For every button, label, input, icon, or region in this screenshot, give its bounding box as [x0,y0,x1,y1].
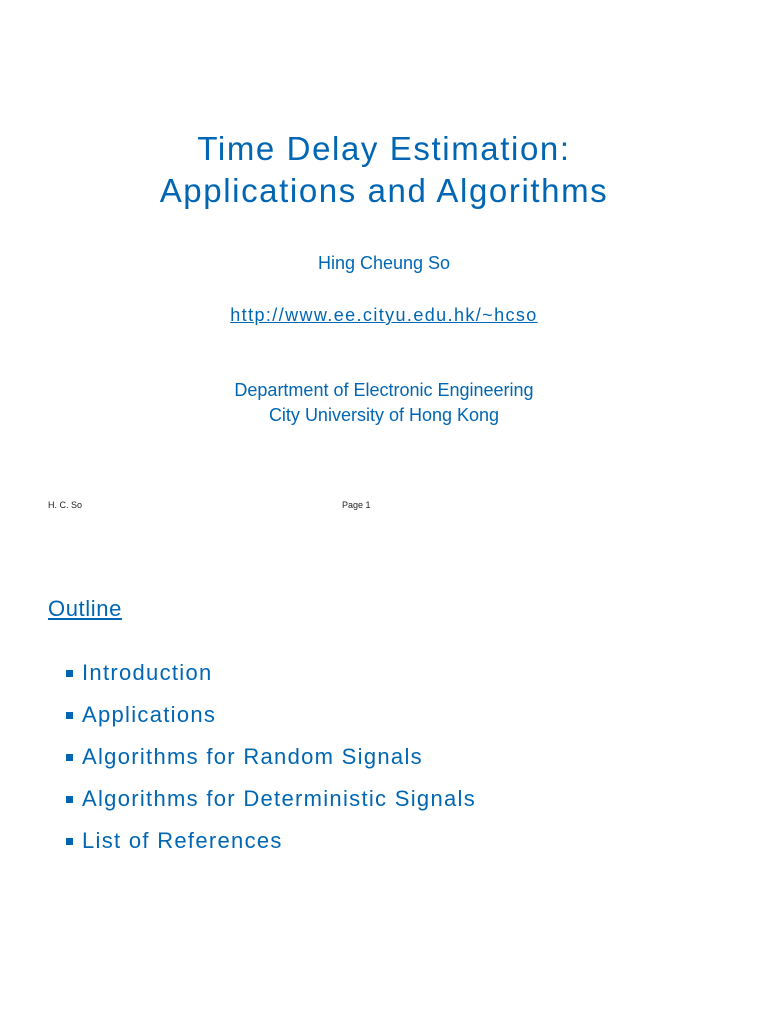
outline-item-label: List of References [82,828,283,853]
department-name: Department of Electronic Engineering [234,380,534,400]
square-bullet-icon [66,754,73,761]
square-bullet-icon [66,838,73,845]
outline-item-deterministic-signals [66,778,476,820]
square-bullet-icon [66,712,73,719]
title-line-2: Applications and Algorithms [159,172,609,209]
square-bullet-icon [66,670,73,677]
homepage-link-row [0,304,768,326]
outline-item-random-signals [66,736,476,778]
outline-item-references [66,820,476,862]
slide-title [0,128,768,212]
outline-item-label: Algorithms for Deterministic Signals [82,786,477,811]
homepage-link[interactable]: http://www.ee.cityu.edu.hk/~hcso [230,305,538,325]
square-bullet-icon [66,796,73,803]
author-name: Hing Cheung So [317,253,451,273]
title-line-1: Time Delay Estimation: [197,130,571,167]
outline-item-label: Introduction [82,660,213,685]
affiliation [0,378,768,428]
outline-item-applications [66,694,476,736]
outline-item-label: Algorithms for Random Signals [82,744,423,769]
outline-item-label: Applications [82,702,217,727]
outline-heading: Outline [48,596,122,621]
footer-author: H. C. So [48,500,83,510]
footer-page-number: Page 1 [342,500,371,510]
outline-list [66,652,476,862]
outline-item-introduction [66,652,476,694]
university-name: City University of Hong Kong [268,405,500,425]
